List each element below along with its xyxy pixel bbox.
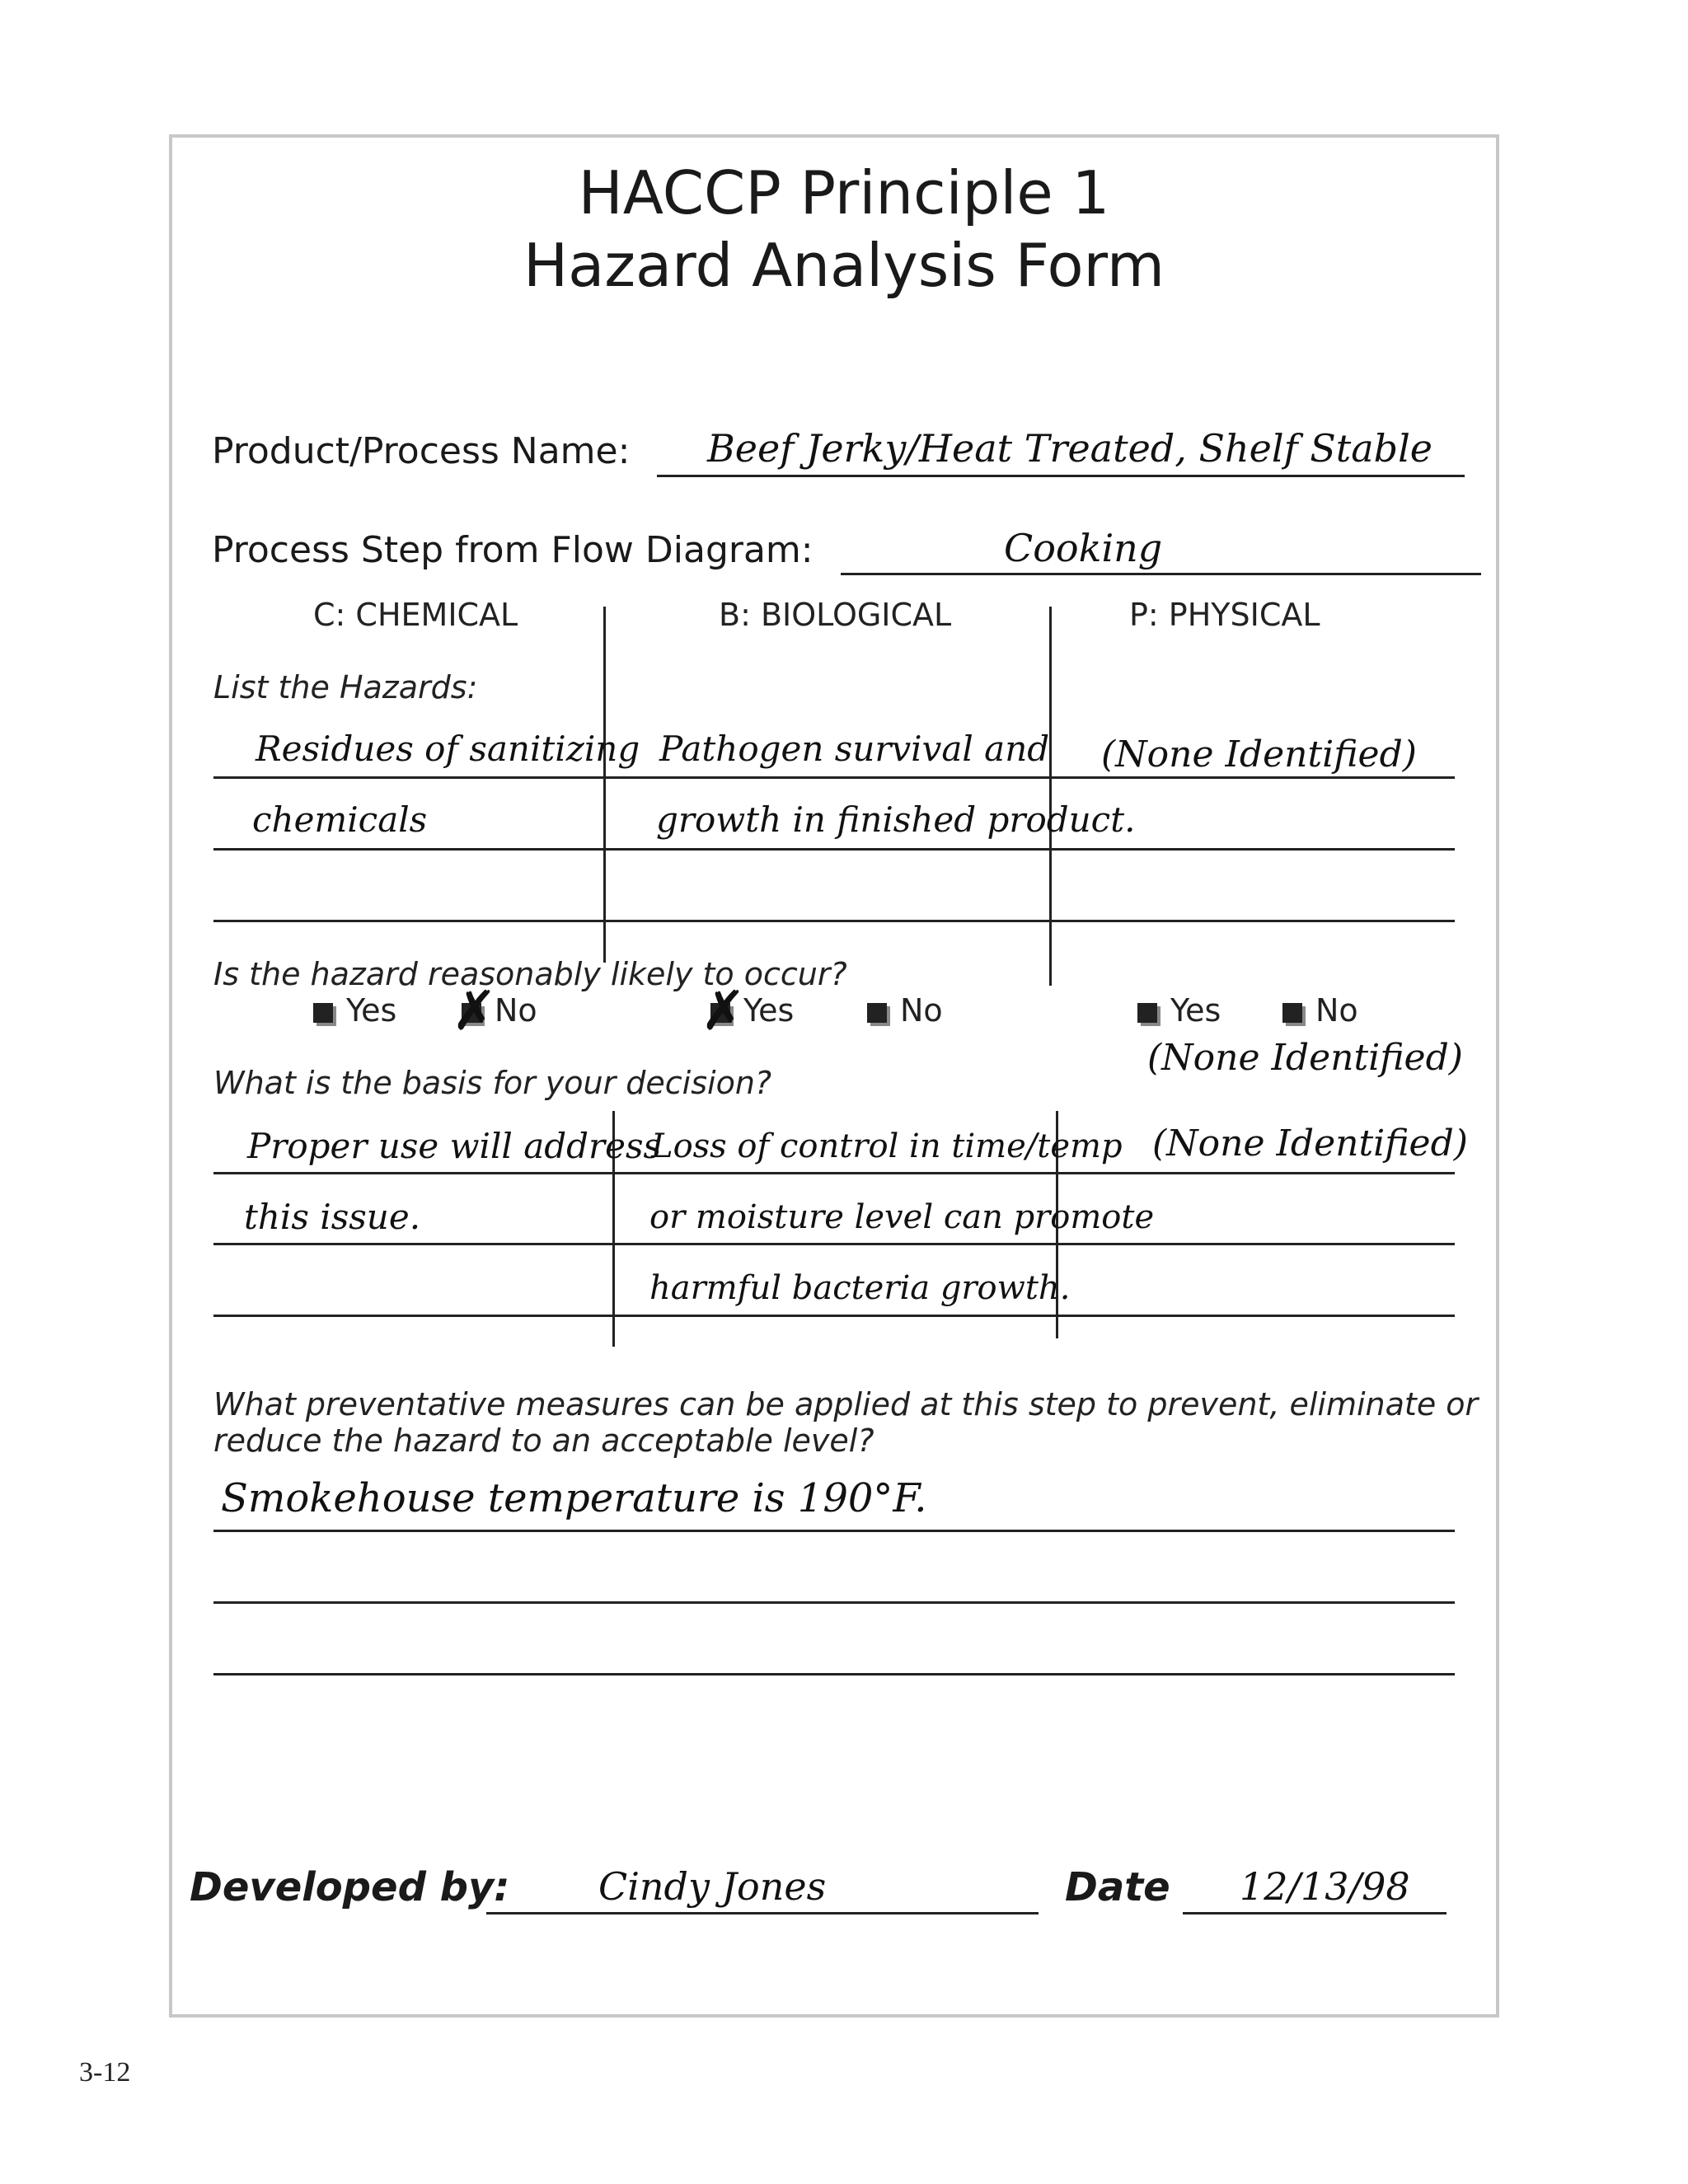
likely-question: Is the hazard reasonably likely to occur? <box>213 956 847 992</box>
date-label: Date <box>1065 1864 1170 1910</box>
basis-biological-line3: harmful bacteria growth. <box>649 1269 1071 1307</box>
basis-line-3 <box>213 1315 1455 1317</box>
biological-no-option[interactable] <box>867 992 943 1029</box>
product-underline <box>657 475 1465 477</box>
basis-physical-value: (None Identified) <box>1152 1122 1468 1165</box>
physical-likely-note: (None Identified) <box>1147 1037 1463 1079</box>
checkbox-icon[interactable] <box>313 1003 333 1023</box>
checkbox-icon[interactable] <box>867 1003 887 1023</box>
measures-line-3 <box>213 1673 1455 1675</box>
biological-yes-x-mark-icon: ✗ <box>701 979 747 1043</box>
hazard-chemical-line2: chemicals <box>252 799 428 840</box>
physical-no-label: No <box>1315 992 1358 1029</box>
basis-question: What is the basis for your decision? <box>213 1065 772 1101</box>
basis-line-2 <box>213 1243 1455 1245</box>
checkbox-icon[interactable] <box>1137 1003 1157 1023</box>
checkbox-icon[interactable] <box>1282 1003 1302 1023</box>
date-value: 12/13/98 <box>1240 1864 1410 1909</box>
hazard-physical-value: (None Identified) <box>1101 733 1417 776</box>
form-title-line1: HACCP Principle 1 <box>578 158 1110 227</box>
step-label: Process Step from Flow Diagram: <box>212 529 814 571</box>
step-value: Cooking <box>1004 526 1163 570</box>
basis-line-1 <box>213 1172 1455 1174</box>
measures-line-2 <box>213 1601 1455 1604</box>
physical-yes-option[interactable] <box>1137 992 1221 1029</box>
hazards-divider-1 <box>603 607 606 963</box>
hazards-line-2 <box>213 848 1455 851</box>
column-biological-heading: B: BIOLOGICAL <box>719 597 952 633</box>
hazards-line-1 <box>213 776 1455 779</box>
hazard-biological-line2: growth in finished product. <box>656 799 1136 840</box>
hazard-biological-line1: Pathogen survival and <box>659 729 1050 769</box>
measures-question-line2: reduce the hazard to an acceptable level? <box>213 1422 874 1459</box>
developed-by-underline <box>486 1912 1039 1915</box>
chemical-yes-label: Yes <box>346 992 397 1029</box>
basis-biological-line1: Loss of control in time/temp <box>651 1127 1123 1165</box>
measures-answer: Smokehouse temperature is 190°F. <box>221 1475 927 1521</box>
measures-line-1 <box>213 1530 1455 1532</box>
hazard-chemical-line1: Residues of sanitizing <box>256 729 640 769</box>
developed-by-value: Cindy Jones <box>598 1864 827 1909</box>
measures-question-line1: What preventative measures can be applied at this step to prevent, eliminate or <box>213 1386 1479 1422</box>
page-number: 3-12 <box>79 2057 131 2088</box>
product-label: Product/Process Name: <box>212 430 631 472</box>
biological-no-label: No <box>900 992 943 1029</box>
column-chemical-heading: C: CHEMICAL <box>313 597 518 633</box>
hazards-divider-2 <box>1049 607 1052 986</box>
product-value: Beef Jerky/Heat Treated, Shelf Stable <box>707 426 1433 471</box>
basis-biological-line2: or moisture level can promote <box>649 1198 1155 1236</box>
hazards-label: List the Hazards: <box>213 669 478 705</box>
physical-yes-label: Yes <box>1170 992 1221 1029</box>
chemical-no-label: No <box>495 992 537 1029</box>
hazards-line-3 <box>213 920 1455 922</box>
physical-no-option[interactable] <box>1282 992 1358 1029</box>
chemical-yes-option[interactable] <box>313 992 396 1029</box>
biological-yes-label: Yes <box>743 992 795 1029</box>
basis-chemical-line1: Proper use will address <box>247 1126 662 1166</box>
date-underline <box>1183 1912 1447 1915</box>
chemical-no-x-mark-icon: ✗ <box>452 979 498 1043</box>
basis-chemical-line2: this issue. <box>244 1197 421 1237</box>
column-physical-heading: P: PHYSICAL <box>1129 597 1320 633</box>
form-title-line2: Hazard Analysis Form <box>523 231 1165 300</box>
step-underline <box>841 573 1481 575</box>
developed-by-label: Developed by: <box>190 1864 510 1910</box>
